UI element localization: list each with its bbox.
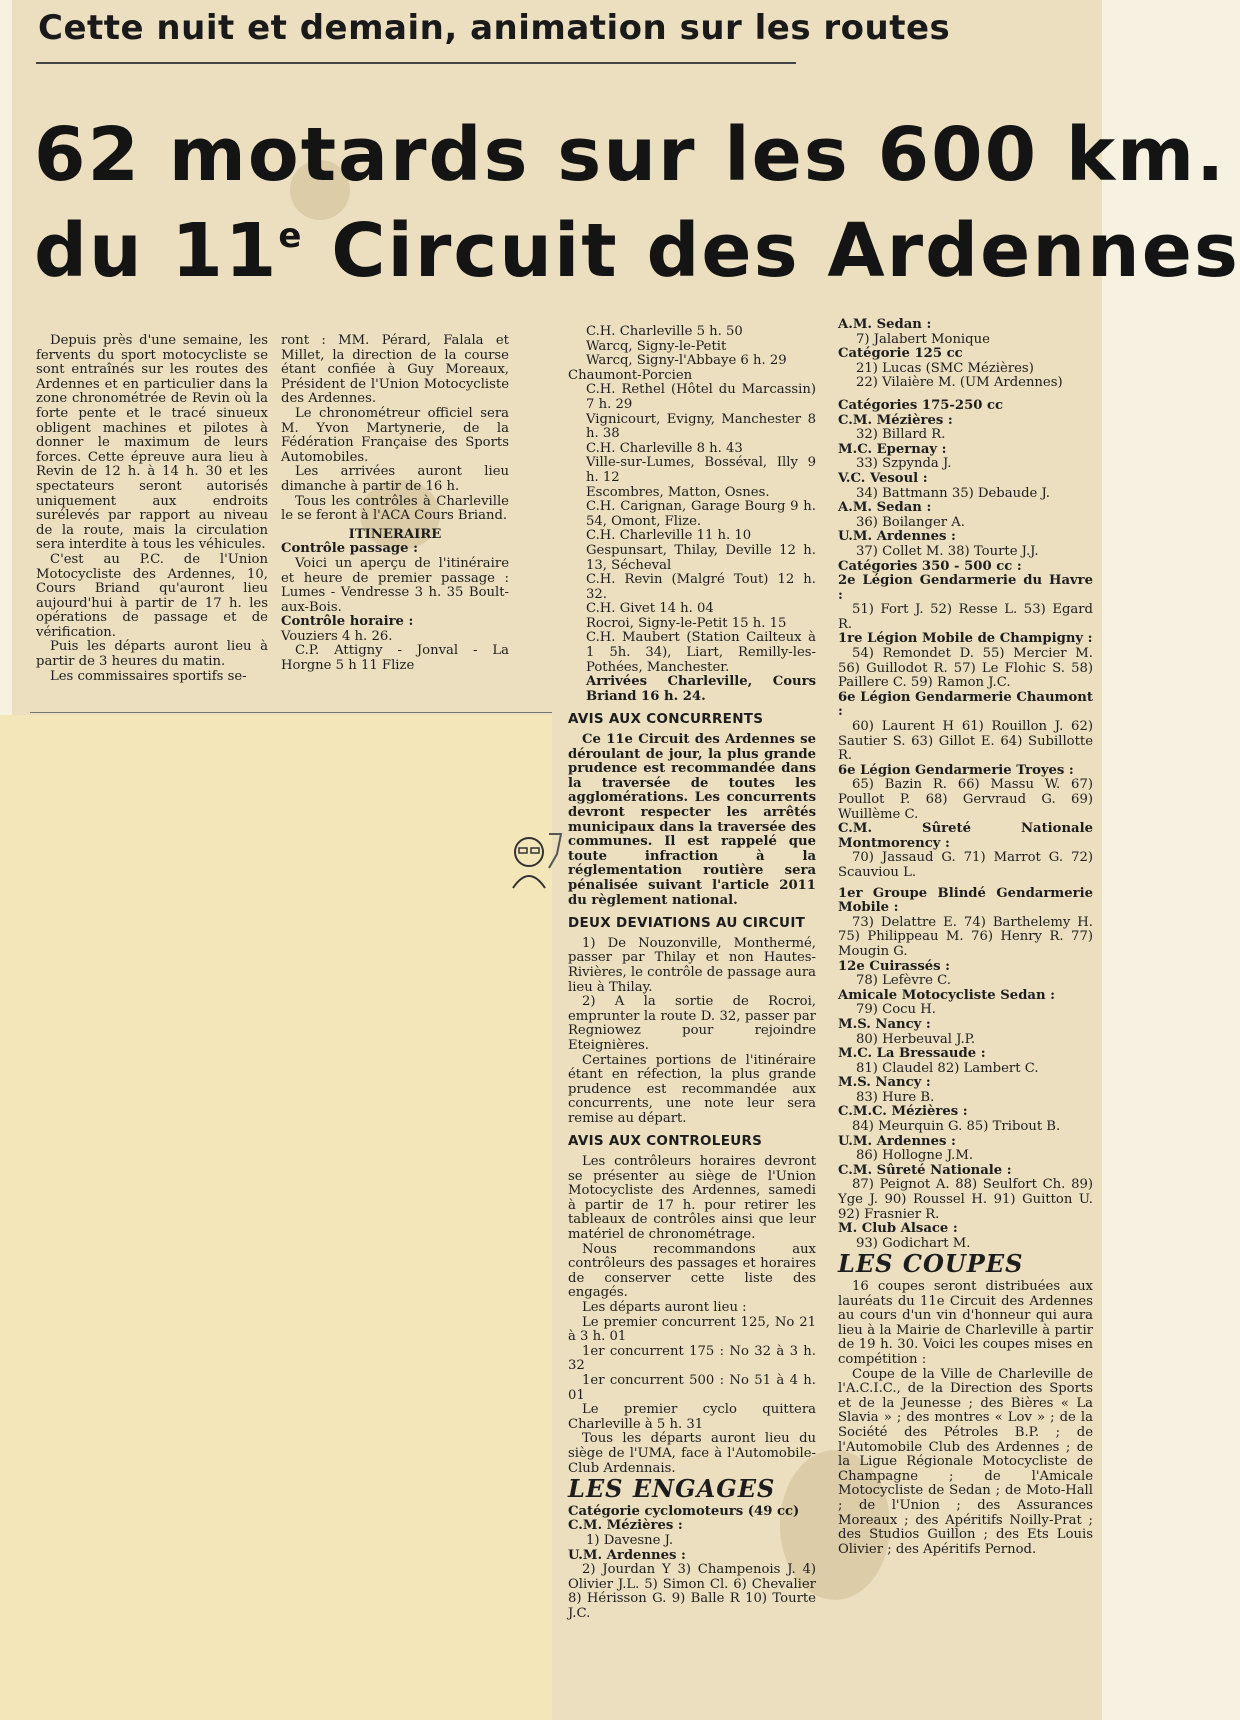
rider-list: 33) Szpynda J. — [856, 456, 952, 472]
paragraph: Nous recommandons aux contrôleurs des passages et horaires de conserver cette liste des engagés. — [568, 1241, 816, 1301]
blank-area — [0, 715, 552, 1720]
paragraph: Les commissaires sportifs se- — [50, 668, 247, 684]
avis-concurrents-heading: AVIS AUX CONCURRENTS — [568, 711, 764, 728]
paragraph: 1) De Nouzonville, Monthermé, passer par Thilay et non Hautes-Rivières, le contrôle de passage aura lieu à Thilay. — [568, 935, 816, 995]
category-label: Catégorie 125 cc — [838, 346, 963, 362]
paragraph: ront : MM. Pérard, Falala et Millet, la direction de la course étant confiée à Guy Moreaux, Président de l'Union Motocycliste des Ardennes. — [281, 333, 509, 407]
itinerary-line: Chaumont-Porcien — [568, 367, 693, 383]
deviations-heading: DEUX DEVIATIONS AU CIRCUIT — [568, 915, 806, 932]
club-label: C.M. Mézières : — [838, 412, 953, 428]
paragraph: Les contrôleurs horaires devront se présenter au siège de l'Union Motocycliste des Ardennes, samedi à partir de 17 h. pour retirer les tableaux de contrôles ainsi que leur matériel de chronométrage. — [568, 1154, 816, 1243]
itinerary-line: C.H. Charleville 5 h. 50 — [586, 324, 743, 339]
rider-list: 86) Hollogne J.M. — [856, 1148, 974, 1164]
rider-list: 36) Boilanger A. — [856, 514, 965, 530]
headline-suffix: Circuit des Ardennes — [303, 208, 1240, 294]
column-1 — [36, 334, 268, 684]
club-label: M.S. Nancy : — [838, 1075, 931, 1091]
engages-heading: LES ENGAGES — [568, 1474, 776, 1504]
column-4 — [838, 318, 1093, 1557]
itinerary-line: Warcq, Signy-le-Petit — [586, 338, 727, 354]
club-label: M.C. La Bressaude : — [838, 1046, 986, 1062]
club-label: 6e Légion Gendarmerie Chaumont : — [838, 689, 1093, 720]
club-label: U.M. Ardennes : — [568, 1547, 686, 1563]
paragraph: Vouziers 4 h. 26. — [281, 628, 393, 644]
paragraph: Tous les départs auront lieu du siège de l'UMA, face à l'Automobile-Club Ardennais. — [568, 1431, 816, 1476]
rider-list: 7) Jalabert Monique — [856, 331, 990, 347]
club-label: V.C. Vesoul : — [838, 470, 928, 486]
itinerary-line: Rocroi, Signy-le-Petit 15 h. 15 — [586, 615, 787, 631]
paragraph: Puis les départs auront lieu à partir de 3 heures du matin. — [36, 639, 268, 670]
rider-list: 21) Lucas (SMC Mézières) — [856, 360, 1034, 376]
club-label: C.M. Sûreté Nationale : — [838, 1162, 1012, 1178]
club-label: C.M.C. Mézières : — [838, 1104, 968, 1120]
club-label: 12e Cuirassés : — [838, 958, 951, 974]
paragraph: C'est au P.C. de l'Union Motocycliste des Ardennes, 10, Cours Briand qu'auront lieu aujourd'hui à partir de 17 h. les opérations de passage et de vérification. — [36, 551, 268, 640]
paragraph: 1er concurrent 175 : No 32 à 3 h. 32 — [568, 1343, 816, 1374]
itinerary-line: Warcq, Signy-l'Abbaye 6 h. 29 — [586, 353, 787, 369]
column-cut-rule — [30, 712, 552, 713]
avis-controleurs-heading: AVIS AUX CONTROLEURS — [568, 1133, 763, 1150]
rider-list: 79) Cocu H. — [856, 1002, 936, 1018]
paragraph: 16 coupes seront distribuées aux lauréats du 11e Circuit des Ardennes au cours d'un vin d'honneur qui aura lieu à la Mairie de Charleville à partir de 19 h. 30. Voici les coupes mises en compétition : — [838, 1279, 1093, 1367]
club-label: C.M. Sûreté Nationale Montmorency : — [838, 821, 1093, 851]
itinerary-line: C.H. Maubert (Station Cailteux à 1 5h. 34), Liart, Remilly-les-Pothées, Manchester. — [586, 630, 816, 675]
paragraph: Coupe de la Ville de Charleville de l'A.C.I.C., de la Direction des Sports et de la Jeunesse ; des Bières « La Slavia » ; des montres « Lov » ; de la Société des Pétroles B.P. ; de l'Automobile Club des Ardennes ; de la Ligue Régionale Motocycliste de Champagne ; de l'Amicale Motocycliste de Sedan ; de Moto-Hall ; de l'Union ; des Assurances Moreaux ; des Apéritifs Noilly-Prat ; des Studios Guillon ; des Ets Louis Olivier ; des Apéritifs Pernod. — [838, 1366, 1093, 1557]
club-label: M.S. Nancy : — [838, 1016, 931, 1032]
club-label: M. Club Alsace : — [838, 1221, 958, 1237]
club-label: U.M. Ardennes : — [838, 1133, 956, 1149]
club-label: 6e Légion Gendarmerie Troyes : — [838, 762, 1074, 778]
club-label: C.M. Mézières : — [568, 1518, 683, 1534]
rider-list: 70) Jassaud G. 71) Marrot G. 72) Scauviou L. — [838, 850, 1093, 880]
headline-line-1: 62 motards sur les 600 km. — [34, 112, 1227, 198]
rider-list: 34) Battmann 35) Debaude J. — [856, 485, 1050, 501]
rider-list: 73) Delattre E. 74) Barthelemy H. 75) Philippeau M. 76) Henry R. 77) Mougin G. — [838, 914, 1093, 959]
paragraph: 1er concurrent 500 : No 51 à 4 h. 01 — [568, 1372, 816, 1403]
rider-list: 84) Meurquin G. 85) Tribout B. — [852, 1119, 1061, 1135]
rider-list: 78) Lefèvre C. — [856, 973, 951, 989]
rider-list: 1) Davesne J. — [586, 1532, 674, 1548]
paragraph: Depuis près d'une semaine, les fervents du sport motocycliste se sont entraînés sur les routes des Ardennes et en particulier dans la zone chronométrée de Revin où la forte pente et le tracé sinueux obligent machines et pilotes à donner le maximum de leurs forces. Cette épreuve aura lieu à Revin de 12 h. à 14 h. 30 et les spectateurs seront autorisés uniquement aux endroits surélevés par rapport au niveau de la route, mais la circulation sera interdite à tous les véhicules. — [36, 333, 268, 553]
kicker-line: Cette nuit et demain, animation sur les routes — [38, 8, 951, 48]
rider-list: 83) Hure B. — [856, 1089, 935, 1105]
paragraph: 2) A la sortie de Rocroi, emprunter la route D. 32, passer par Regniowez pour rejoindre Eteignières. — [568, 994, 816, 1053]
itinerary-heading: ITINERAIRE — [348, 526, 442, 542]
paragraph: Les départs auront lieu : — [582, 1300, 747, 1315]
itinerary-line: C.H. Givet 14 h. 04 — [586, 601, 714, 617]
category-label: Catégorie cyclomoteurs (49 cc) — [568, 1503, 800, 1519]
rider-list: 32) Billard R. — [856, 427, 946, 443]
column-2 — [281, 334, 509, 674]
rider-list: 2) Jourdan Y 3) Champenois J. 4) Olivier J.L. 5) Simon Cl. 6) Chevalier 8) Hérisson G. 9) Balle R 10) Tourte J.C. — [568, 1562, 816, 1621]
control-passage-label: Contrôle passage : — [281, 541, 418, 557]
rider-list: 60) Laurent H 61) Rouillon J. 62) Sautier S. 63) Gillot E. 64) Subillotte R. — [838, 719, 1093, 764]
club-label: A.M. Sedan : — [838, 500, 932, 516]
rider-list: 22) Vilaière M. (UM Ardennes) — [856, 375, 1063, 391]
itinerary-line: Arrivées Charleville, Cours Briand 16 h. 24. — [586, 674, 816, 704]
paragraph: Les arrivées auront lieu dimanche à partir de 16 h. — [281, 464, 509, 494]
headline-prefix: du 11 — [34, 208, 279, 294]
paragraph: Voici un aperçu de l'itinéraire et heure de premier passage : Lumes - Vendresse 3 h. 35 Boult-aux-Bois. — [281, 555, 509, 615]
rider-list: 54) Remondet D. 55) Mercier M. 56) Guillodot R. 57) Le Flohic S. 58) Paillere C. 59) Ramon J.C. — [838, 646, 1093, 691]
club-label: 2e Légion Gendarmerie du Havre : — [838, 573, 1093, 603]
paragraph: Tous les contrôles à Charleville le se feront à l'ACA Cours Briand. — [281, 493, 509, 524]
club-label: 1re Légion Mobile de Champigny : — [838, 631, 1093, 647]
rider-list: 93) Godichart M. — [856, 1235, 971, 1251]
category-label: Catégories 175-250 cc — [838, 397, 1004, 413]
category-label: Catégories 350 - 500 cc : — [838, 558, 1022, 574]
rider-list: 51) Fort J. 52) Resse L. 53) Egard R. — [838, 602, 1093, 632]
club-label: M.C. Epernay : — [838, 441, 947, 457]
paragraph: Le premier cyclo quittera Charleville à 5 h. 31 — [568, 1402, 816, 1432]
rider-list: 65) Bazin R. 66) Massu W. 67) Poullot P. 68) Gervraud G. 69) Wuillème C. — [838, 777, 1093, 822]
itinerary-line: Vignicourt, Evigny, Manchester 8 h. 38 — [586, 411, 816, 442]
club-label: U.M. Ardennes : — [838, 529, 956, 545]
paragraph: Certaines portions de l'itinéraire étant en réfection, la plus grande prudence est recommandée aux concurrents, une note leur sera remise au départ. — [568, 1052, 816, 1126]
paragraph: Le premier concurrent 125, No 21 à 3 h. 01 — [568, 1314, 816, 1345]
control-horaire-label: Contrôle horaire : — [281, 614, 414, 630]
club-label: A.M. Sedan : — [838, 317, 932, 332]
rider-list: 37) Collet M. 38) Tourte J.J. — [856, 543, 1039, 559]
rider-list: 80) Herbeuval J.P. — [856, 1031, 976, 1047]
coupes-heading: LES COUPES — [838, 1249, 1024, 1279]
rider-list: 87) Peignot A. 88) Seulfort Ch. 89) Yge J. 90) Roussel H. 91) Guitton U. 92) Frasnier R. — [838, 1177, 1093, 1222]
paragraph: C.P. Attigny - Jonval - La Horgne 5 h 11 Flize — [281, 643, 509, 674]
club-label: Amicale Motocycliste Sedan : — [838, 987, 1056, 1003]
itinerary-line: C.H. Carignan, Garage Bourg 9 h. 54, Omont, Flize. — [586, 499, 816, 529]
itinerary-line: Gespunsart, Thilay, Deville 12 h. 13, Sécheval — [586, 542, 816, 573]
headline-line-2 — [34, 208, 1240, 294]
itinerary-line: Escombres, Matton, Osnes. — [586, 484, 770, 500]
itinerary-line: C.H. Charleville 11 h. 10 — [586, 528, 752, 544]
rider-list: 81) Claudel 82) Lambert C. — [856, 1060, 1039, 1076]
club-label: 1er Groupe Blindé Gendarmerie Mobile : — [838, 885, 1093, 916]
itinerary-line: C.H. Revin (Malgré Tout) 12 h. 32. — [586, 572, 816, 602]
itinerary-line: C.H. Rethel (Hôtel du Marcassin) 7 h. 29 — [586, 382, 816, 412]
headline-superscript: e — [278, 216, 304, 256]
itinerary-line: C.H. Charleville 8 h. 43 — [586, 440, 743, 456]
kicker-rule — [36, 62, 796, 64]
paragraph: Le chronométreur officiel sera M. Yvon Martynerie, de la Fédération Française des Sports Automobiles. — [281, 405, 509, 465]
column-3 — [568, 325, 816, 1621]
paragraph: Ce 11e Circuit des Ardennes se déroulant de jour, la plus grande prudence est recommandée dans la traversée de toutes les agglomérations. Les concurrents devront respecter les arrêtés municipaux dans la traversée des communes. Il est rappelé que toute infraction à la réglementation routière sera pénalisée suivant l'article 2011 du règlement national. — [568, 732, 816, 908]
portrait-stamp — [505, 828, 565, 892]
itinerary-line: Ville-sur-Lumes, Bosséval, Illy 9 h. 12 — [586, 455, 816, 485]
